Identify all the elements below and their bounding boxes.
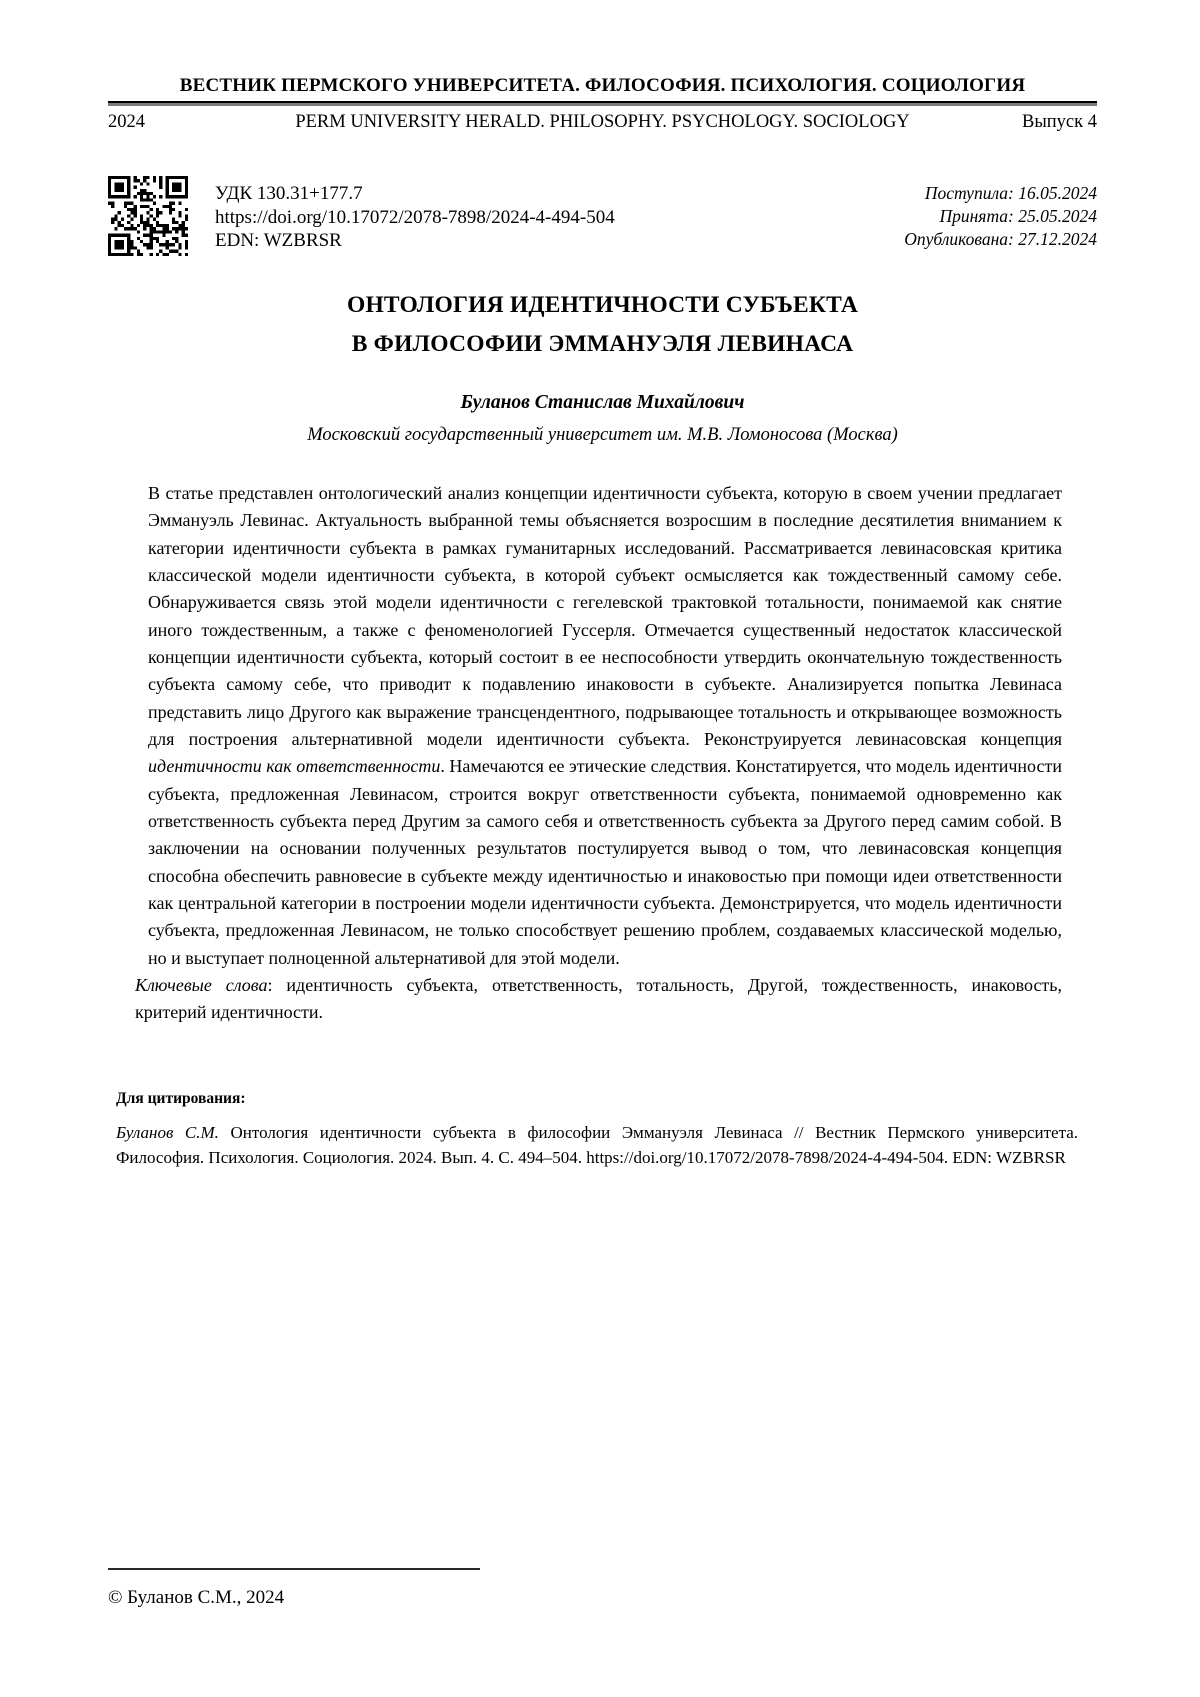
abstract-part1: В статье представлен онтологический анализ концепции идентичности субъекта, которую в своем учении предлагает Эммануэль Левинас. Актуальность выбранной темы объясняется возросшим в последние десятилетия вниманием к категории идентичности субъекта в рамках гуманитарных исследований. Рассматривается левинасовская критика классической модели идентичности субъекта, в которой субъект осмысляется как тождественный самому себе. Обнаруживается связь этой модели идентичности с гегелевской трактовкой тотальности, понимаемой как снятие иного тождественным, а также с феноменологией Гуссерля. Отмечается существенный недостаток классической концепции идентичности субъекта, который состоит в ее неспособности утвердить окончательную тождественность субъекта самому себе, что приводит к подавлению инаковости в субъекте. Анализируется попытка Левинаса представить лицо Другого как выражение трансцендентного, подрывающее тотальность и открывающее возможность для построения альтернативной модели идентичности субъекта. Реконструируется левинасовская концепция xyxy=(148,483,1062,749)
article-title xyxy=(108,286,1097,363)
abstract-part2: . Намечаются ее этические следствия. Констатируется, что модель идентичности субъекта, предложенная Левинасом, строится вокруг ответственности субъекта, понимаемой одновременно как ответственность субъекта перед Другим за самого себя и ответственность субъекта за Другого перед самим собой. В заключении на основании полученных результатов постулируется вывод о том, что левинасовская концепция способна обеспечить равновесие в субъекте между идентичностью и инаковостью при помощи идеи ответственности как центральной категории в построении модели идентичности субъекта. Демонстрируется, что модель идентичности субъекта, предложенная Левинасом, не только способствует решению проблем, создаваемых классической моделью, но и выступает полноценной альтернативой для этой модели. xyxy=(148,756,1062,968)
qr-code-icon xyxy=(108,172,188,260)
citation-section xyxy=(116,1089,1078,1171)
article-dates xyxy=(904,172,1097,252)
journal-title-ru: ВЕСТНИК ПЕРМСКОГО УНИВЕРСИТЕТА. ФИЛОСОФИЯ. ПСИХОЛОГИЯ. СОЦИОЛОГИЯ xyxy=(179,75,1026,96)
keywords xyxy=(135,972,1062,1027)
copyright-notice: © Буланов С.М., 2024 xyxy=(108,1587,285,1608)
author-name: Буланов Станислав Михайлович xyxy=(460,392,745,413)
date-published: Опубликована: 27.12.2024 xyxy=(904,229,1097,250)
footer-rule xyxy=(108,1568,480,1570)
doi-link[interactable]: https://doi.org/10.17072/2078-7898/2024-4-494-504 xyxy=(215,206,615,228)
article-title-line2: В ФИЛОСОФИИ ЭММАНУЭЛЯ ЛЕВИНАСА xyxy=(351,330,854,357)
abstract-text xyxy=(148,480,1062,972)
journal-header xyxy=(108,74,1097,134)
keywords-label: Ключевые слова xyxy=(135,974,268,995)
journal-title-en: PERM UNIVERSITY HERALD. PHILOSOPHY. PSYCHOLOGY. SOCIOLOGY xyxy=(295,112,910,132)
citation-author: Буланов С.М. xyxy=(116,1122,219,1142)
journal-header-row xyxy=(108,111,1097,134)
author-affiliation: Московский государственный университет им. М.В. Ломоносова (Москва) xyxy=(307,425,898,445)
edn-code: EDN: WZBRSR xyxy=(215,230,342,251)
citation-body: Онтология идентичности субъекта в философии Эммануэля Левинаса // Вестник Пермского университета. Философия. Психология. Социология. 2024. Вып. 4. С. 494–504. https://doi.org/10.17072/2078-7898/2024-4-494-504. EDN: WZBRSR xyxy=(116,1122,1079,1167)
page-footer xyxy=(108,1568,480,1610)
udc-block xyxy=(215,172,615,253)
header-rule xyxy=(108,101,1097,106)
abstract-block xyxy=(108,480,1097,1027)
journal-issue: Выпуск 4 xyxy=(1022,112,1097,132)
journal-year: 2024 xyxy=(108,112,145,132)
article-title-line1: ОНТОЛОГИЯ ИДЕНТИЧНОСТИ СУБЪЕКТА xyxy=(346,292,859,318)
citation-text xyxy=(116,1120,1078,1171)
date-accepted: Принята: 25.05.2024 xyxy=(939,206,1097,227)
udc-number: УДК 130.31+177.7 xyxy=(215,183,363,204)
citation-label: Для цитирования: xyxy=(116,1089,246,1107)
keywords-list: : идентичность субъекта, ответственность, тотальность, Другой, тождественность, инаковость, критерий идентичности. xyxy=(135,974,1063,1023)
date-received: Поступила: 16.05.2024 xyxy=(924,183,1097,203)
abstract-italic-phrase: идентичности как ответственности xyxy=(148,756,441,777)
article-meta-row xyxy=(108,172,1097,260)
